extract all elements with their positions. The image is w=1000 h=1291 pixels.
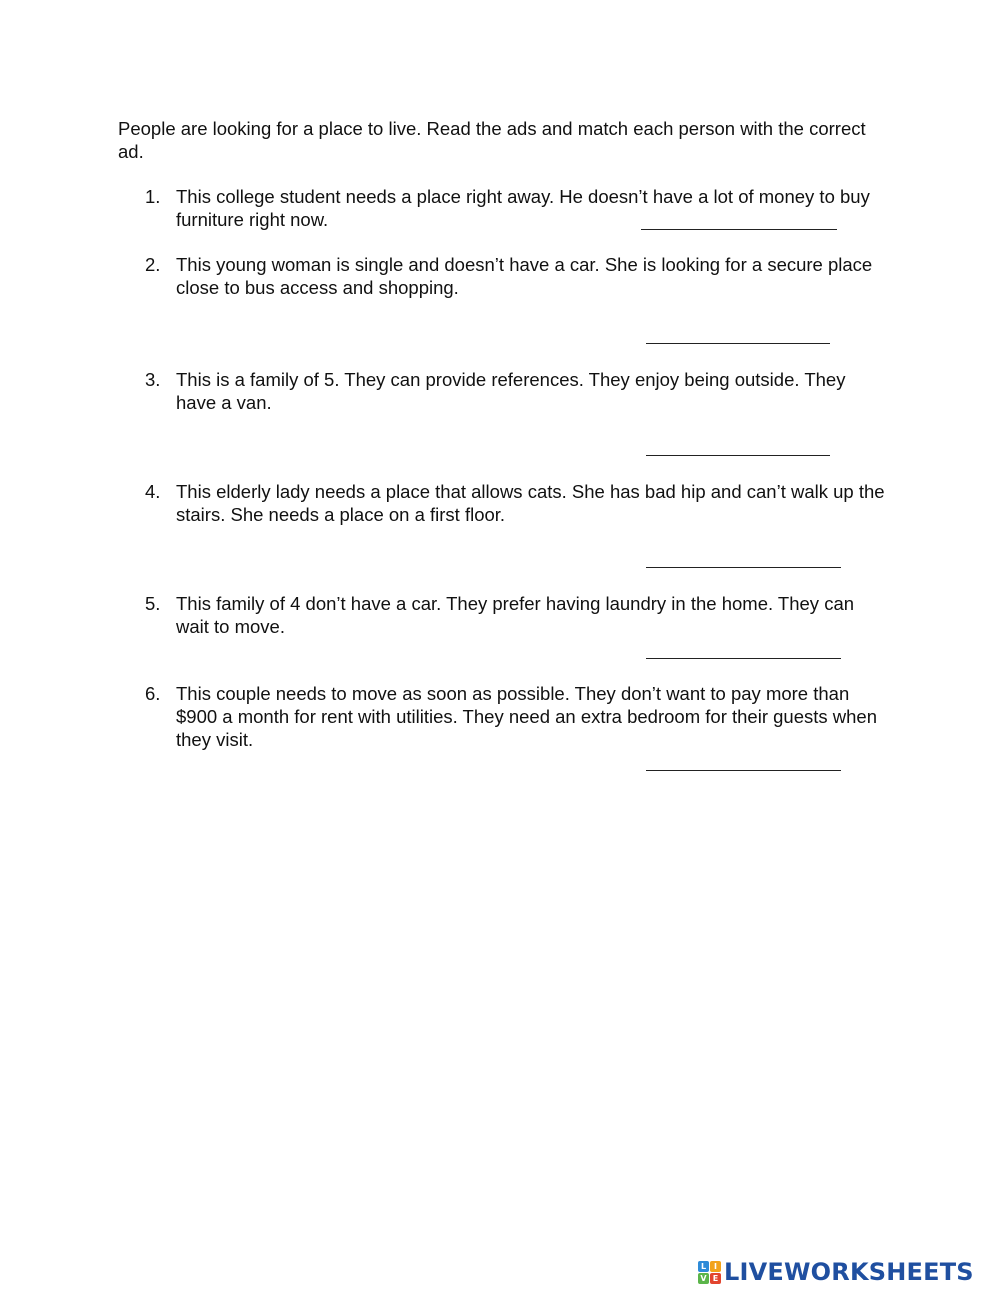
question-text: This young woman is single and doesn’t have a car. She is looking for a secure place close to bus access and shopping. [176,254,873,298]
question-text: This college student needs a place right away. He doesn’t have a lot of money to buy furniture right now. [176,186,870,230]
instructions: People are looking for a place to live. Read the ads and match each person with the correct ad. [118,118,866,162]
answer-blank-6[interactable] [646,770,841,771]
logo-blocks-icon [698,1261,721,1284]
question-number: 2. [145,254,161,275]
question-text: This couple needs to move as soon as possible. They don’t want to pay more than $900 a month for rent with utilities. They need an extra bedroom for their guests when they visit. [176,683,877,750]
liveworksheets-logo [698,1258,974,1286]
answer-blank-4[interactable] [646,567,841,568]
logo-block-i: I [710,1261,721,1272]
question-number: 5. [145,593,161,614]
question-number: 4. [145,481,161,502]
answer-blank-5[interactable] [646,658,841,659]
question-text: This elderly lady needs a place that allows cats. She has bad hip and can’t walk up the stairs. She needs a place on a first floor. [176,481,885,525]
logo-text: LIVEWORKSHEETS [724,1258,974,1286]
question-text: This is a family of 5. They can provide references. They enjoy being outside. They have a van. [176,369,846,413]
answer-blank-3[interactable] [646,455,830,456]
answer-blank-1[interactable] [641,229,837,230]
logo-block-l: L [698,1261,709,1272]
logo-block-e: E [710,1273,721,1284]
answer-blank-2[interactable] [646,343,830,344]
question-number: 6. [145,683,161,704]
question-text: This family of 4 don’t have a car. They prefer having laundry in the home. They can wait to move. [176,593,855,637]
question-number: 3. [145,369,161,390]
logo-block-v: V [698,1273,709,1284]
question-number: 1. [145,186,161,207]
